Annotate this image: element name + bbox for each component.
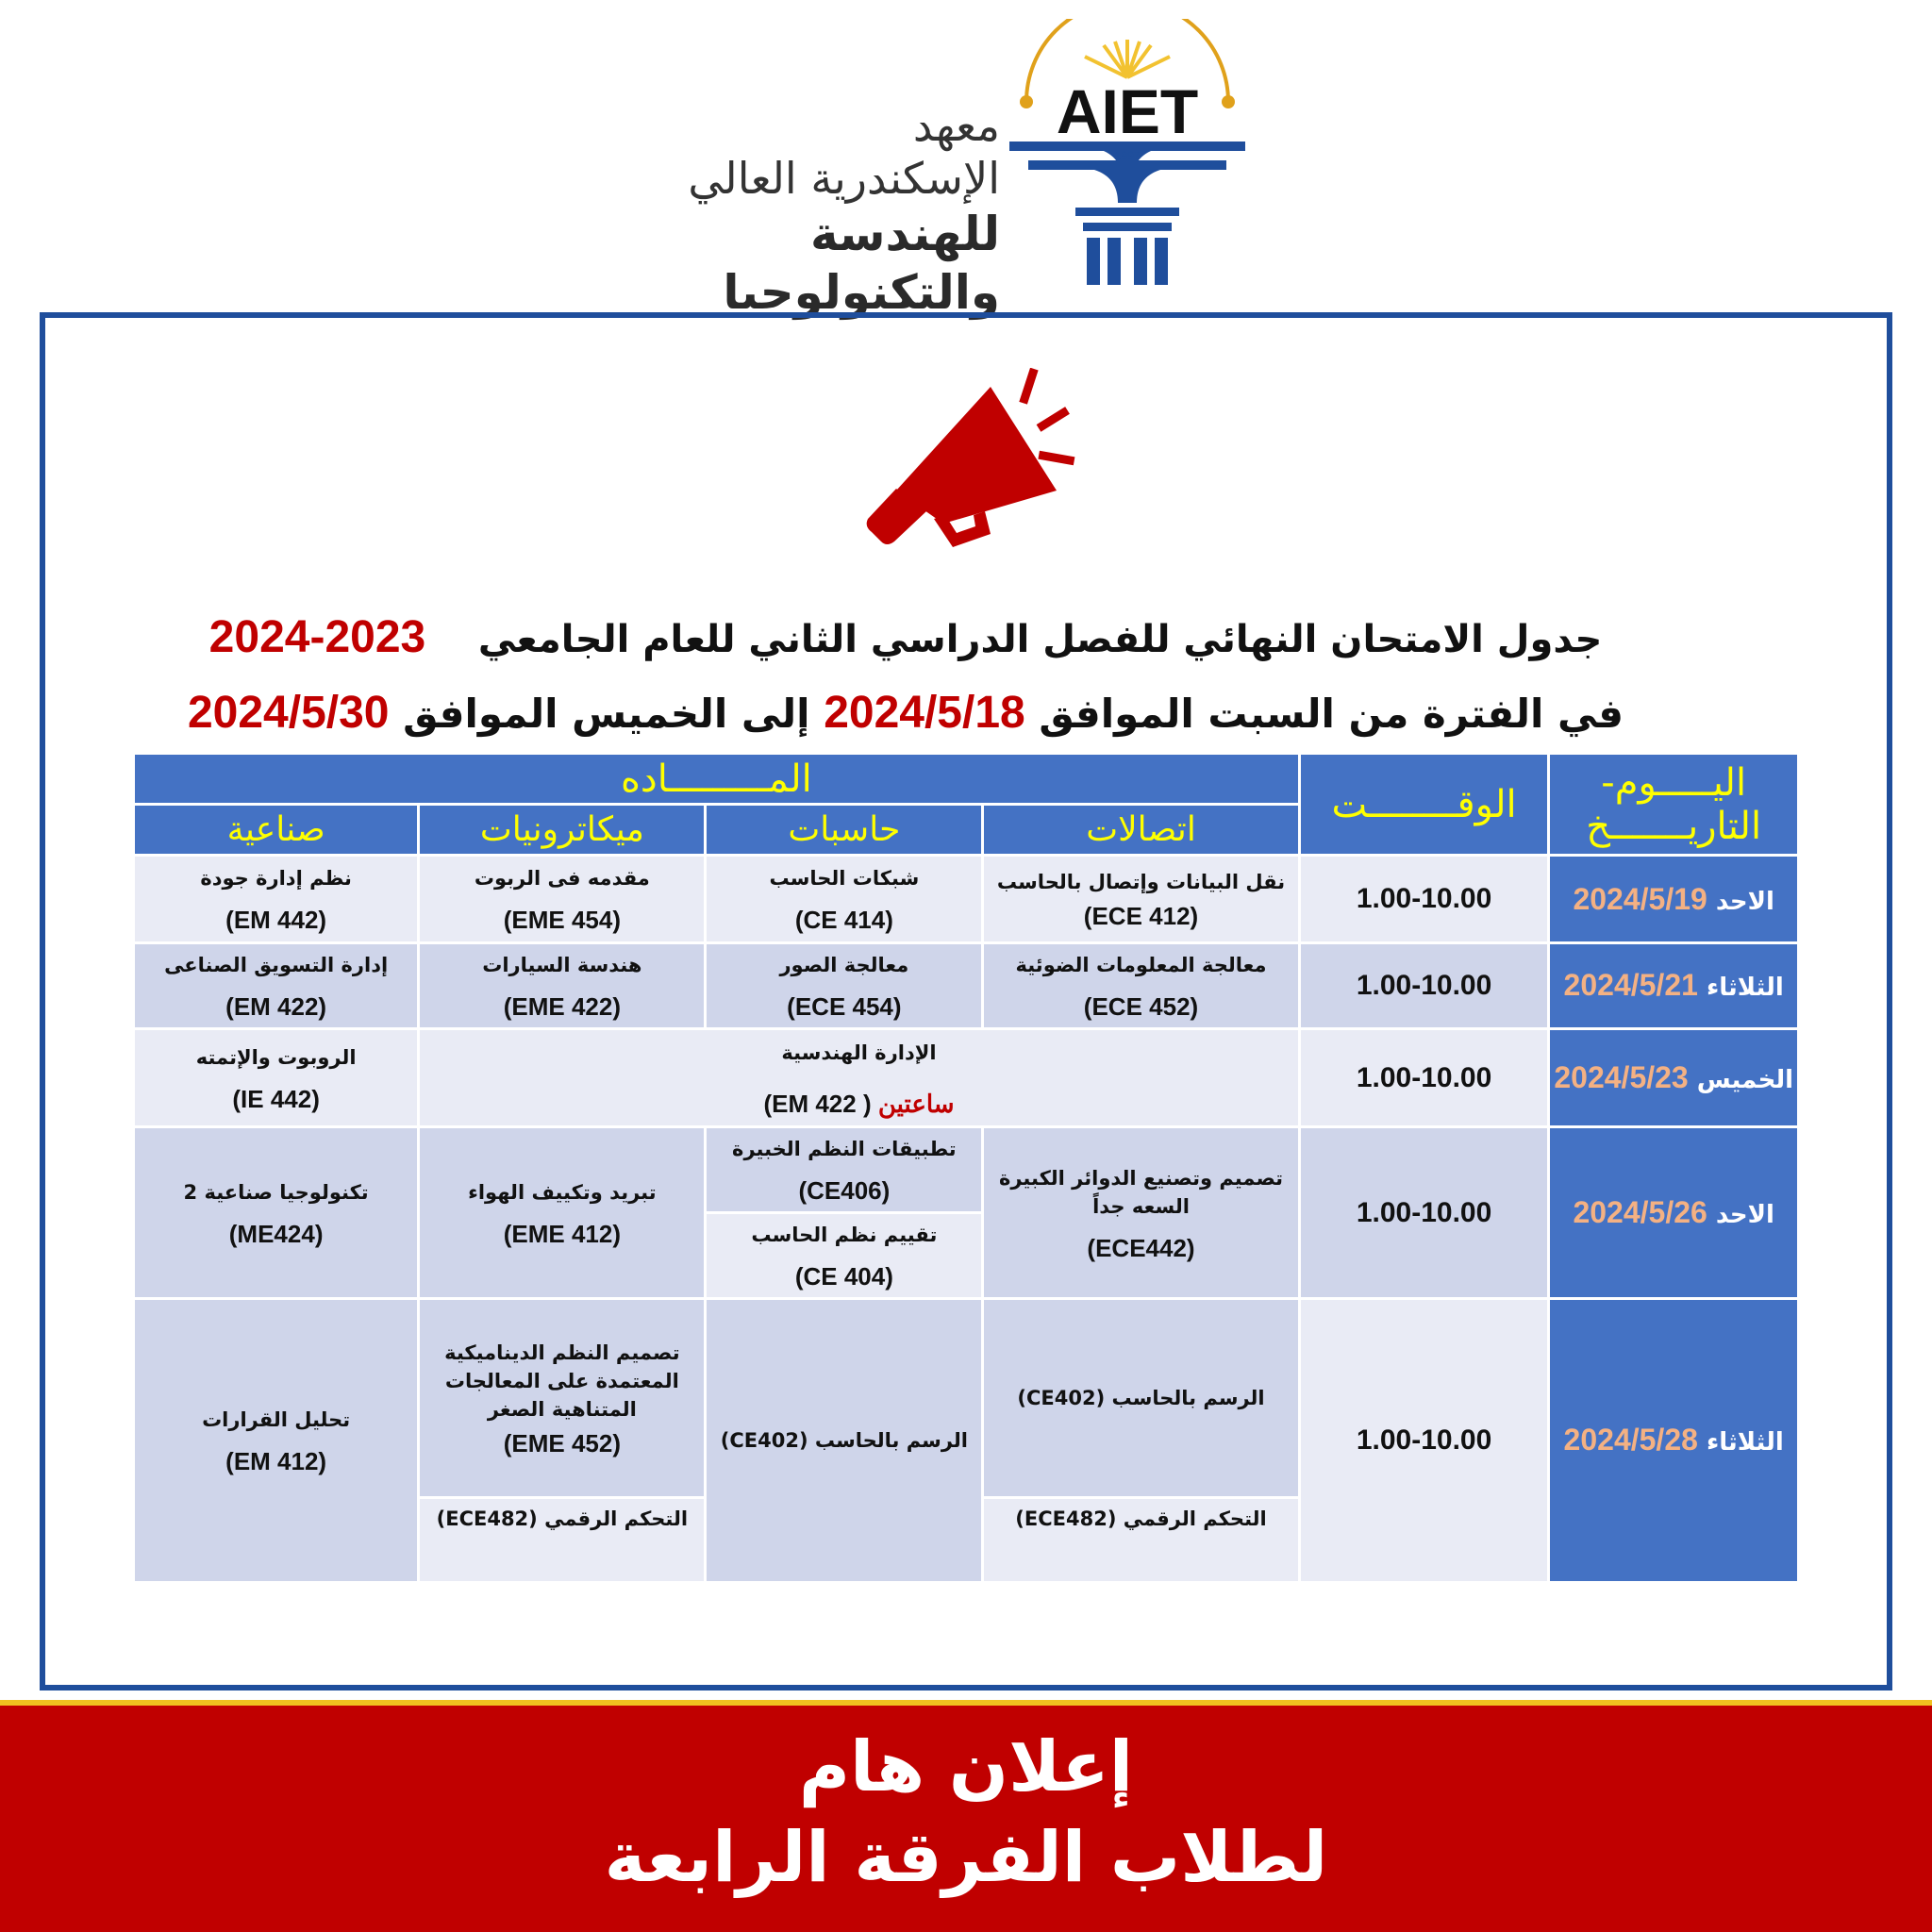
day-date-cell	[1549, 856, 1799, 942]
period-start-date: 2024/5/18	[824, 688, 1025, 738]
subject-name: الروبوت والإتمته	[195, 1045, 357, 1069]
table-row	[134, 1298, 1799, 1497]
logo-acronym: AIET	[1056, 76, 1199, 146]
header-time: الوقــــــــت	[1299, 754, 1549, 856]
subject-name: تصميم النظم الديناميكية المعتمدة على المعالجات المتناهية الصغر	[444, 1341, 680, 1421]
subject-cell: الرسم بالحاسب (CE402)	[706, 1298, 983, 1582]
subject-name: هندسة السيارات	[482, 953, 642, 976]
subject-code: ( EM 422)	[763, 1089, 872, 1118]
header-dept-industrial: صناعية	[134, 805, 419, 856]
subject-name: نظم إدارة جودة	[200, 867, 352, 890]
schedule-period	[132, 687, 1679, 749]
subject-cell	[419, 942, 706, 1028]
subject-cell: الرسم بالحاسب (CE402)	[983, 1298, 1299, 1497]
subject-name: تحليل القرارات	[202, 1407, 351, 1431]
day-name: الخميس	[1696, 1066, 1793, 1095]
table-row	[134, 942, 1799, 1028]
header-dept-computers: حاسبات	[706, 805, 983, 856]
subject-name: تقييم نظم الحاسب	[751, 1223, 938, 1246]
academic-year: 2023-2024	[208, 612, 426, 662]
header-day-date: اليـــــوم- التاريـــــــخ	[1549, 754, 1799, 856]
header-dept-communications: اتصالات	[983, 805, 1299, 856]
exam-date: 2024/5/19	[1573, 881, 1707, 916]
subject-code: (IE 442)	[232, 1084, 320, 1113]
subject-name: نقل البيانات وإتصال بالحاسب	[996, 871, 1286, 893]
subject-cell	[706, 942, 983, 1028]
day-name: الثلاثاء	[1706, 974, 1784, 1003]
announcement-audience: لطلاب الفرقة الرابعة	[604, 1817, 1328, 1898]
subject-cell	[134, 1298, 419, 1582]
duration-note: ساعتين	[877, 1089, 955, 1118]
subject-cell	[419, 856, 706, 942]
subject-code: (ME424)	[228, 1219, 324, 1248]
time-cell: 1.00-10.00	[1299, 1028, 1549, 1126]
day-date-cell	[1549, 1028, 1799, 1126]
subject-code: (ECE 454)	[787, 991, 902, 1021]
subject-code: (EME 452)	[503, 1428, 621, 1457]
subject-cell	[134, 856, 419, 942]
day-name: الاحد	[1715, 887, 1774, 916]
subject-code: (ECE 412)	[1083, 902, 1199, 930]
subject-cell	[983, 856, 1299, 942]
logo-year: 1997	[1114, 149, 1141, 162]
subject-cell	[706, 1212, 983, 1298]
megaphone-icon	[840, 368, 1104, 557]
announcement-banner	[0, 1700, 1932, 1932]
day-date-cell	[1549, 942, 1799, 1028]
time-cell: 1.00-10.00	[1299, 856, 1549, 942]
subject-name: تطبيقات النظم الخبيرة	[732, 1137, 957, 1160]
day-date-cell	[1549, 1127, 1799, 1299]
subject-code: (EME 422)	[503, 991, 621, 1021]
subject-name: تبريد وتكييف الهواء	[468, 1180, 657, 1204]
subject-cell	[419, 1298, 706, 1497]
exam-date: 2024/5/28	[1563, 1423, 1698, 1457]
logo-text	[566, 99, 1000, 322]
subject-code: (ECE 452)	[1083, 991, 1199, 1021]
subject-cell	[706, 856, 983, 942]
subject-cell: التحكم الرقمي (ECE482)	[419, 1497, 706, 1582]
subject-cell	[134, 1028, 419, 1126]
header-subject: المـــــــــاده	[134, 754, 1300, 805]
logo-emblem-icon	[1009, 19, 1245, 292]
subject-cell	[134, 1127, 419, 1299]
header-dept-mechatronics: ميكاترونيات	[419, 805, 706, 856]
subject-code-line	[420, 1090, 1298, 1118]
table-row	[134, 856, 1799, 942]
table-row	[134, 1028, 1799, 1126]
institute-logo	[566, 19, 1245, 320]
subject-name: معالجة المعلومات الضوئية	[1015, 953, 1267, 976]
subject-cell	[983, 1127, 1299, 1299]
subject-name: إدارة التسويق الصناعى	[164, 953, 389, 976]
subject-code: (EME 412)	[503, 1219, 621, 1248]
subject-name: تكنولوجيا صناعية 2	[183, 1180, 369, 1204]
title-text: جدول الامتحان النهائي للفصل الدراسي الثاني للعام الجامعي	[477, 618, 1603, 661]
period-text-start: في الفترة من السبت الموافق	[1039, 691, 1624, 737]
subject-cell	[983, 942, 1299, 1028]
subject-cell: التحكم الرقمي (ECE482)	[983, 1497, 1299, 1582]
day-name: الاحد	[1715, 1201, 1774, 1230]
period-end-date: 2024/5/30	[187, 688, 390, 738]
logo-line-1: معهد	[912, 100, 1000, 151]
subject-name: شبكات الحاسب	[769, 867, 920, 890]
day-name: الثلاثاء	[1706, 1428, 1784, 1457]
schedule-title	[132, 611, 1679, 674]
subject-code: (EM 442)	[225, 906, 327, 934]
subject-code: (CE 404)	[794, 1261, 893, 1291]
exam-date: 2024/5/26	[1573, 1195, 1707, 1230]
time-cell: 1.00-10.00	[1299, 1127, 1549, 1299]
subject-cell	[706, 1127, 983, 1212]
subject-name: الإدارة الهندسية	[781, 1041, 937, 1064]
subject-code: (CE 414)	[794, 906, 893, 934]
subject-cell	[419, 1127, 706, 1299]
logo-line-2: الإسكندرية العالي	[688, 153, 1000, 204]
subject-cell	[134, 942, 419, 1028]
subject-name: معالجة الصور	[779, 953, 909, 976]
day-date-cell	[1549, 1298, 1799, 1582]
exam-date: 2024/5/23	[1554, 1060, 1689, 1095]
period-text-end: إلى الخميس الموافق	[403, 691, 810, 737]
exam-date: 2024/5/21	[1563, 968, 1698, 1003]
subject-name: تصميم وتصنيع الدوائر الكبيرة السعه جداً	[998, 1166, 1284, 1218]
subject-code: (EM 422)	[225, 991, 327, 1021]
subject-code: (EME 454)	[503, 906, 621, 934]
subject-code: (CE406)	[798, 1175, 891, 1205]
exam-schedule-table	[132, 752, 1800, 1584]
table-row	[134, 1127, 1799, 1212]
merged-subject-cell	[419, 1028, 1300, 1126]
logo-line-3: للهندسة والتكنولوجيا	[723, 207, 1000, 320]
subject-code: (EM 412)	[225, 1446, 327, 1475]
subject-name: مقدمه فى الربوت	[474, 867, 650, 890]
time-cell: 1.00-10.00	[1299, 1298, 1549, 1582]
time-cell: 1.00-10.00	[1299, 942, 1549, 1028]
announcement-title: إعلان هام	[798, 1726, 1134, 1807]
subject-code: (ECE442)	[1087, 1233, 1195, 1262]
